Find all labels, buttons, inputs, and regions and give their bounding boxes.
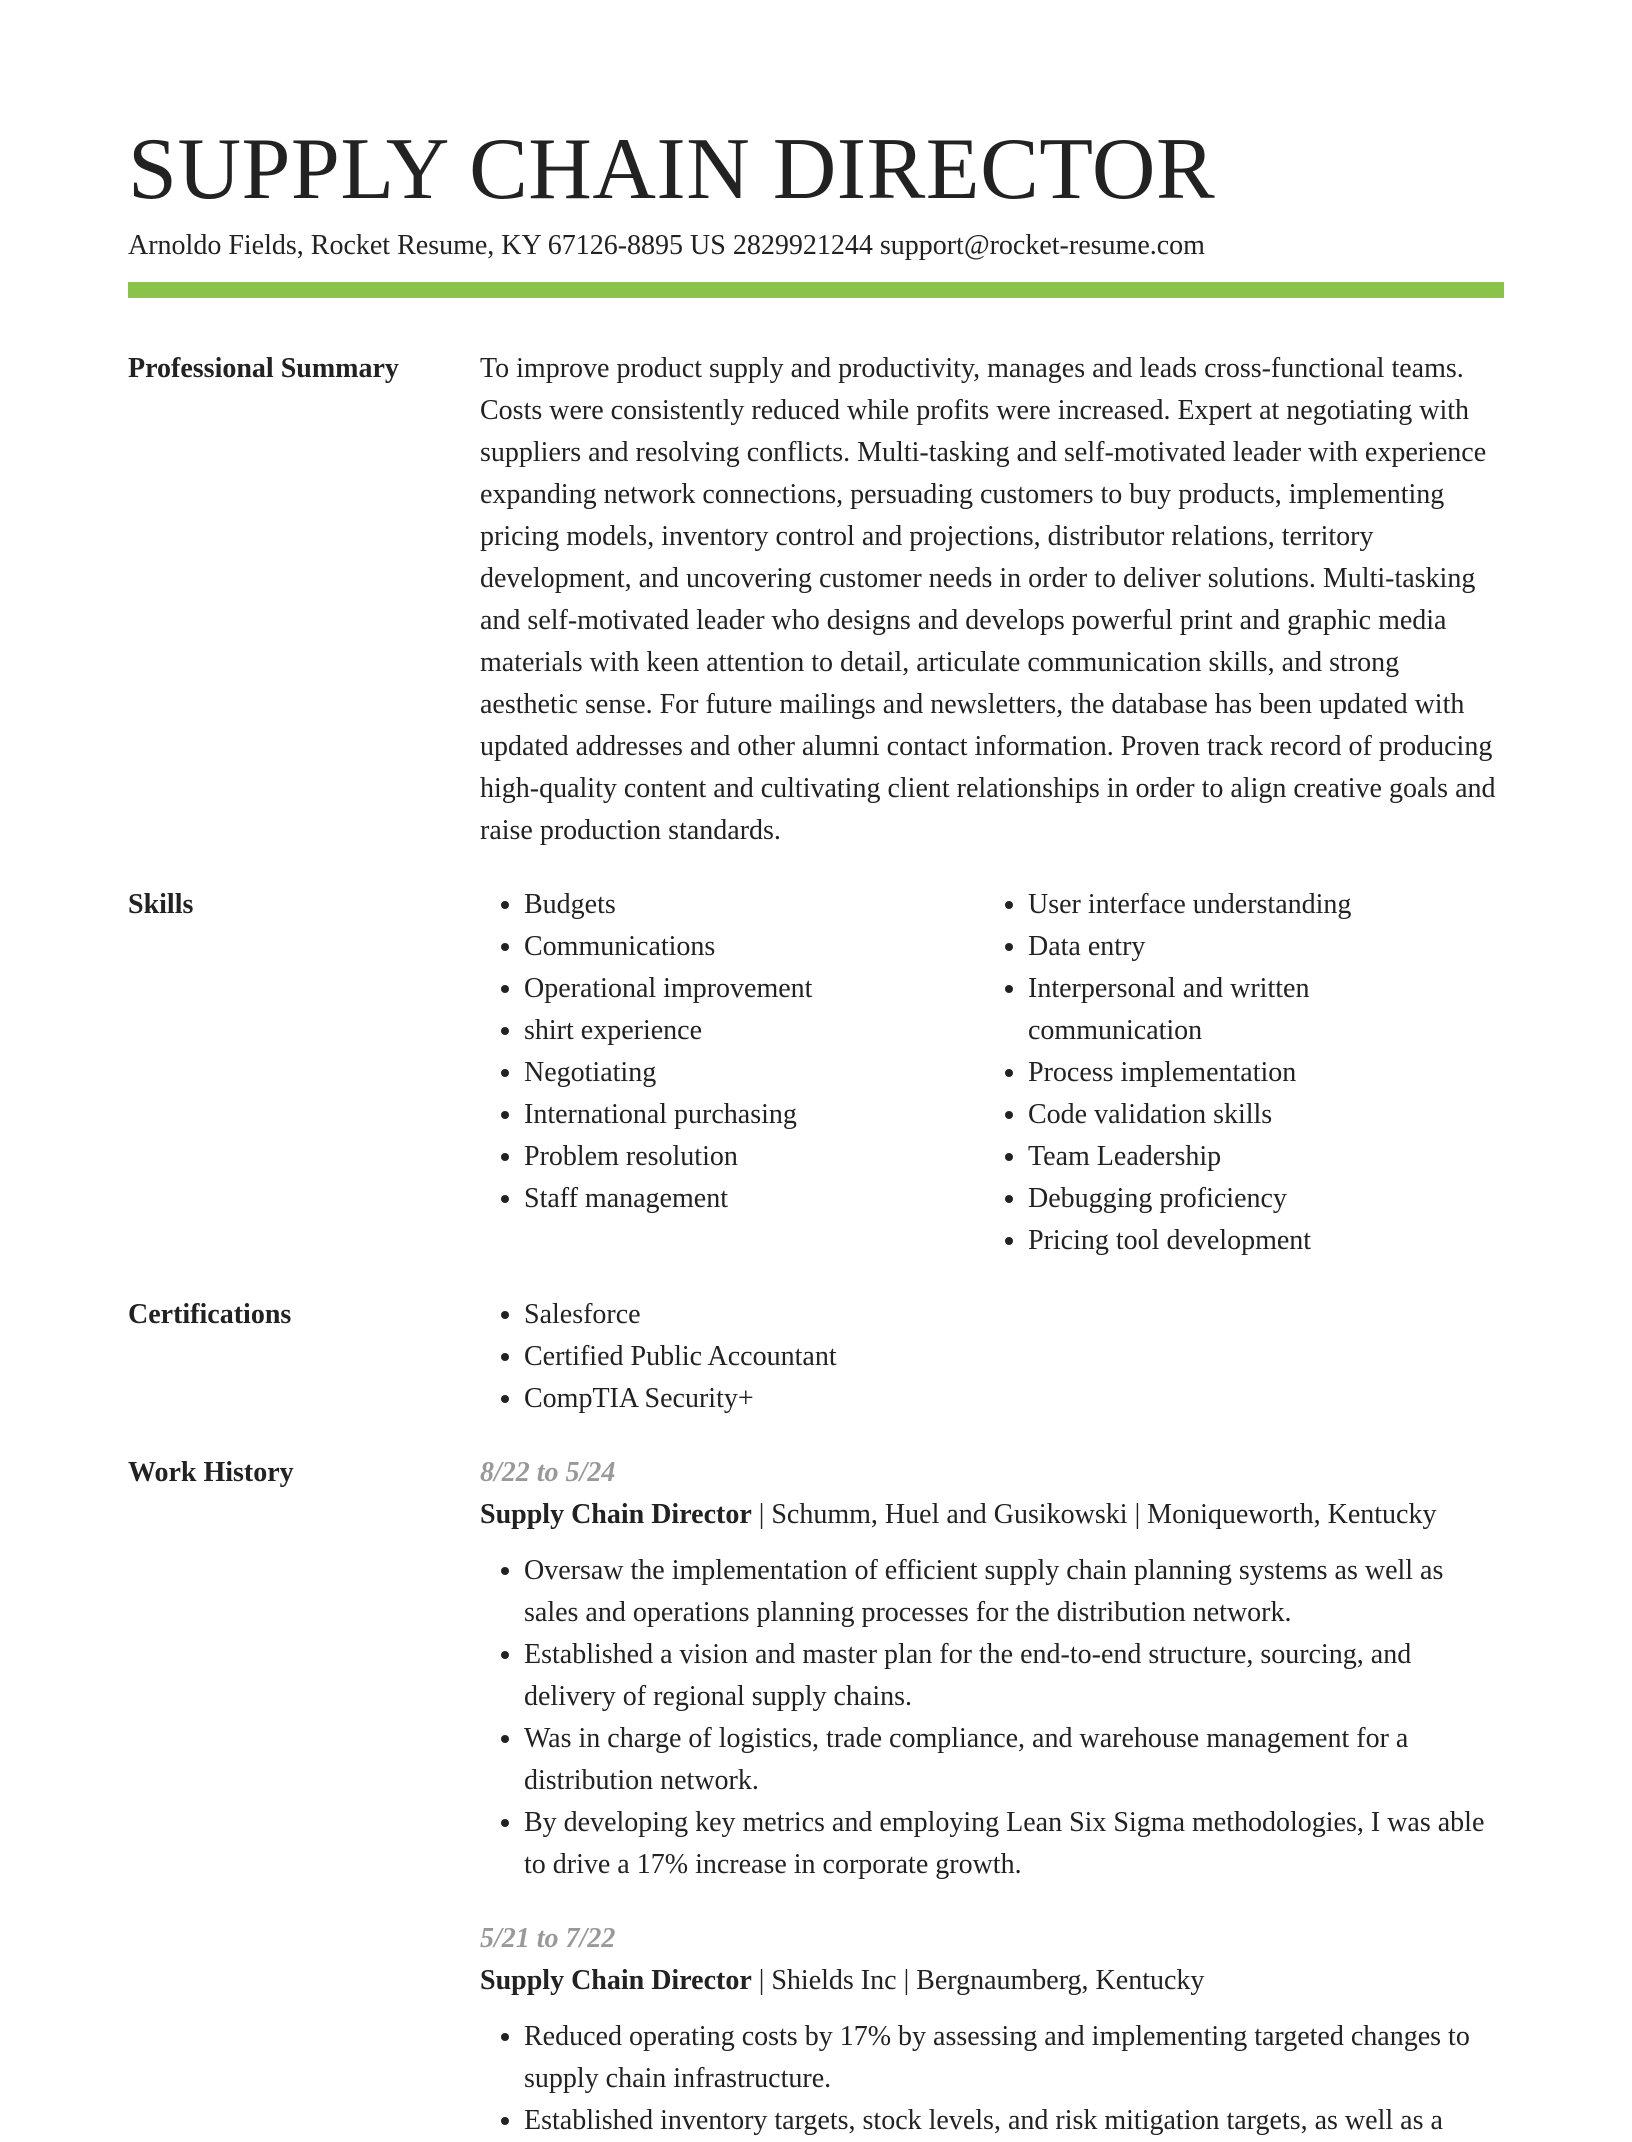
skills-label: Skills [128,889,194,920]
job-dates: 8/22 to 5/24 [480,1457,616,1488]
skill-item: • shirt experience [524,1010,984,1052]
job-details: | Schumm, Huel and Gusikowski | Moniqueworth, Kentucky [751,1499,1437,1530]
certifications-label: Certifications [128,1299,292,1330]
skill-item: • Pricing tool development [1028,1220,1488,1262]
summary-label: Professional Summary [128,353,399,384]
skill-item: • Problem resolution [524,1136,984,1178]
job-entry [480,1918,1504,2142]
job-bullets [480,2016,1504,2142]
summary-text: To improve product supply and productivity, manages and leads cross-functional teams. Costs were consistently reduced while profits were increased. Expert at negotiating with suppliers and resolving conflicts. Multi-tasking and self-motivated leader with experience expanding network connections, persuading customers to buy products, implementing pricing models, inventory control and projections, distributor relations, territory development, and uncovering customer needs in order to deliver solutions. Multi-tasking and self-motivated leader who designs and develops powerful print and graphic media materials with keen attention to detail, articulate communication skills, and strong aesthetic sense. For future mailings and newsletters, the database has been updated with updated addresses and other alumni contact information. Proven track record of producing high-quality content and cultivating client relationships in order to align creative goals and raise production standards. [480,353,1496,846]
resume-page [128,120,1504,2142]
skill-item: • Negotiating [524,1052,984,1094]
job-heading [480,1494,1504,1536]
skill-item: • User interface understanding [1028,884,1488,926]
skills-column-right [984,884,1488,1262]
skill-item: • Team Leadership [1028,1136,1488,1178]
job-entry [480,1452,1504,1886]
job-bullet: • Established inventory targets, stock levels, and risk mitigation targets, as well as a [524,2100,1504,2142]
skills-list-right [984,884,1488,1262]
certifications-body [480,1294,1504,1420]
skills-list-left [480,884,984,1220]
work-history-section [128,1452,1504,2142]
skill-item: • Data entry [1028,926,1488,968]
summary-section [128,348,1504,852]
certification-item: • CompTIA Security+ [524,1378,1504,1420]
job-title: Supply Chain Director [480,1499,752,1530]
job-bullet: • Was in charge of logistics, trade compliance, and warehouse management for a distribution network. [524,1718,1504,1802]
job-title: Supply Chain Director [480,1965,752,1996]
job-bullet: • Reduced operating costs by 17% by assessing and implementing targeted changes to supply chain infrastructure. [524,2016,1504,2100]
job-heading [480,1960,1504,2002]
job-bullet: • By developing key metrics and employing Lean Six Sigma methodologies, I was able to drive a 17% increase in corporate growth. [524,1802,1504,1886]
skill-item: • Process implementation [1028,1052,1488,1094]
skill-item: • Debugging proficiency [1028,1178,1488,1220]
work-history-label: Work History [128,1457,294,1488]
skill-item: • Staff management [524,1178,984,1220]
certifications-list [480,1294,1504,1420]
skill-item: • Budgets [524,884,984,926]
certifications-section [128,1294,1504,1420]
skills-column-left [480,884,984,1262]
certification-item: • Certified Public Accountant [524,1336,1504,1378]
job-bullet: • Oversaw the implementation of efficient supply chain planning systems as well as sales and operations planning processes for the distribution network. [524,1550,1504,1634]
work-history-body [480,1452,1504,2142]
job-bullet: • Established a vision and master plan for the end-to-end structure, sourcing, and delivery of regional supply chains. [524,1634,1504,1718]
skill-item: • International purchasing [524,1094,984,1136]
skill-item: • Code validation skills [1028,1094,1488,1136]
skill-item: • Communications [524,926,984,968]
skill-item: • Interpersonal and written communication [1028,968,1488,1052]
resume-title: SUPPLY CHAIN DIRECTOR [128,121,1216,218]
certification-item: • Salesforce [524,1294,1504,1336]
job-details: | Shields Inc | Bergnaumberg, Kentucky [751,1965,1205,1996]
contact-line: Arnoldo Fields, Rocket Resume, KY 67126-8895 US 2829921244 support@rocket-resume.com [128,230,1205,261]
skills-columns [480,884,1504,1262]
skills-section [128,884,1504,1262]
header-divider [128,282,1504,298]
job-bullets [480,1550,1504,1886]
job-dates: 5/21 to 7/22 [480,1923,616,1954]
skill-item: • Operational improvement [524,968,984,1010]
